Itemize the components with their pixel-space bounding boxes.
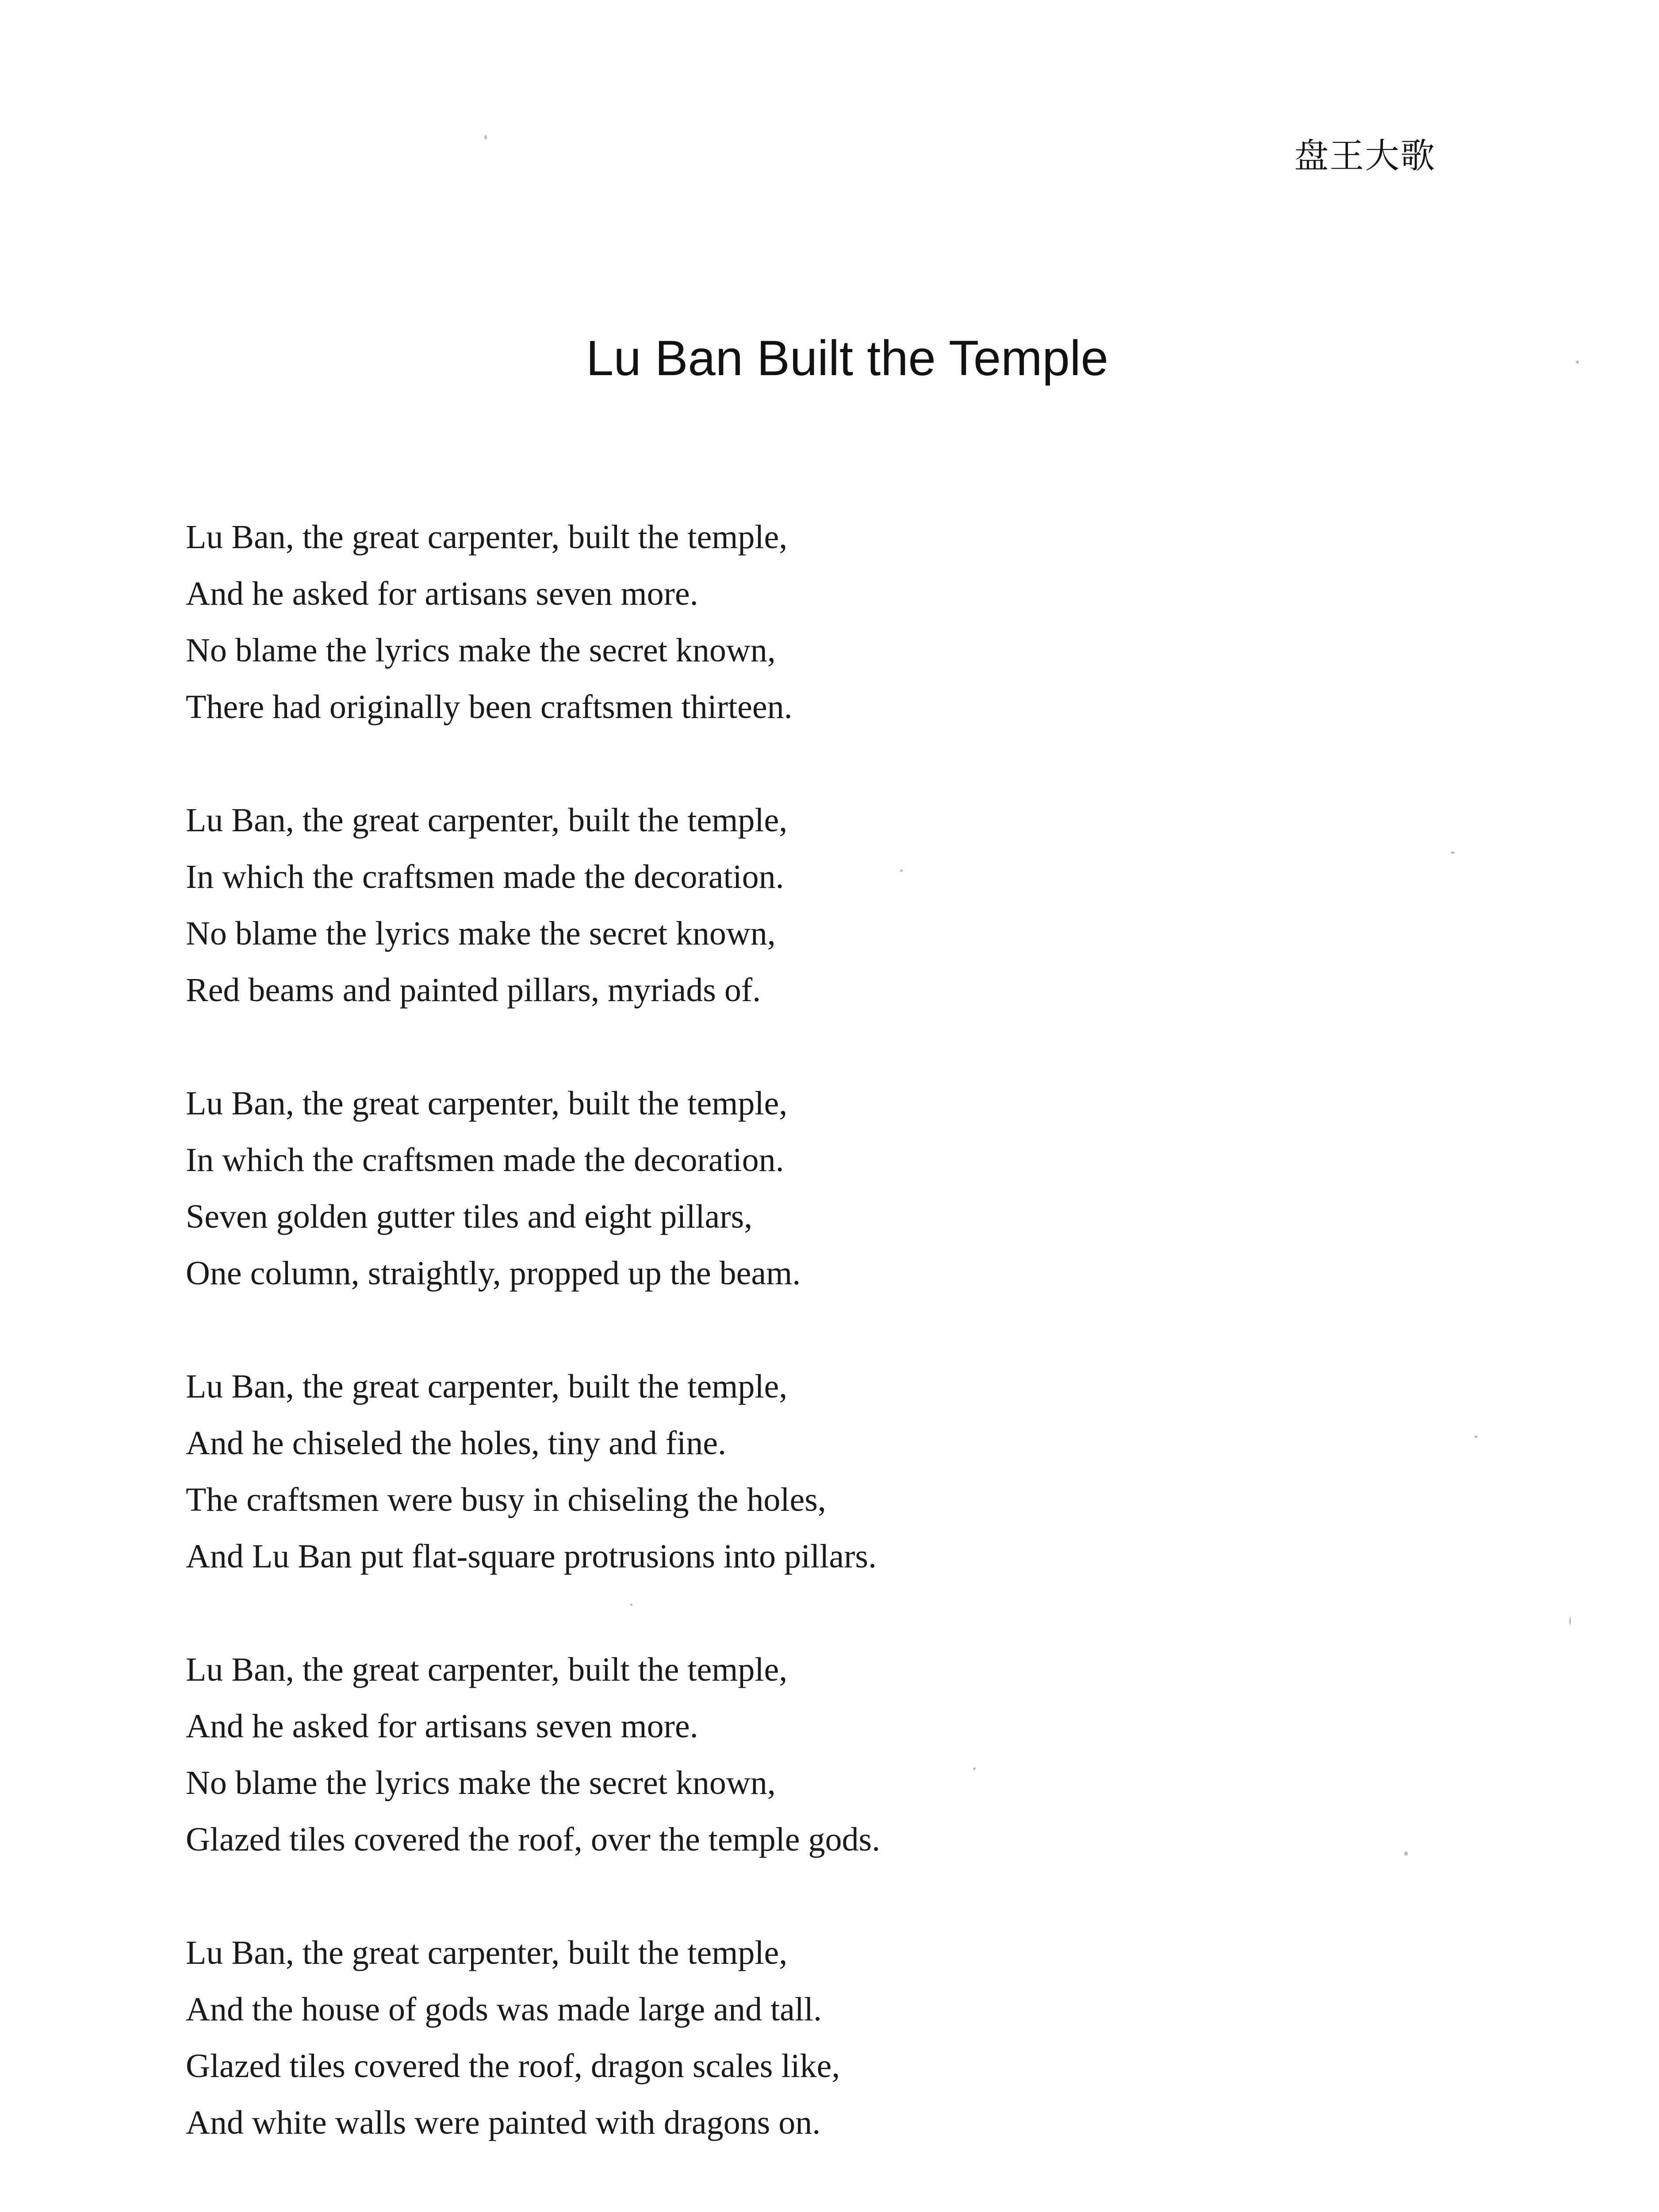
- poem-line: There had originally been craftsmen thirteen.: [186, 688, 793, 726]
- scan-speck: [900, 869, 903, 872]
- scan-speck: [1569, 1617, 1571, 1625]
- poem-line: The craftsmen were busy in chiseling the holes,: [186, 1481, 826, 1518]
- poem-line: Lu Ban, the great carpenter, built the temple,: [186, 1085, 788, 1122]
- poem-line: Lu Ban, the great carpenter, built the temple,: [186, 802, 788, 839]
- poem-line: In which the craftsmen made the decoration.: [186, 1141, 784, 1179]
- poem-line: No blame the lyrics make the secret known,: [186, 632, 776, 669]
- stanza-3: [186, 1075, 1247, 1302]
- page-title: Lu Ban Built the Temple: [586, 330, 1108, 386]
- poem-line: And he asked for artisans seven more.: [186, 1708, 698, 1745]
- poem-line: Seven golden gutter tiles and eight pillars,: [186, 1198, 753, 1235]
- scan-speck: [1404, 1851, 1408, 1856]
- poem-line: Lu Ban, the great carpenter, built the temple,: [186, 1368, 788, 1405]
- scan-speck: [1576, 361, 1579, 364]
- poem-line: No blame the lyrics make the secret known,: [186, 915, 776, 952]
- poem-line: Lu Ban, the great carpenter, built the temple,: [186, 518, 788, 556]
- stanza-1: [186, 509, 1247, 735]
- poem-line: No blame the lyrics make the secret known,: [186, 1764, 776, 1801]
- poem-line: Glazed tiles covered the roof, dragon scales like,: [186, 2047, 840, 2085]
- poem-line: Lu Ban, the great carpenter, built the temple,: [186, 1934, 788, 1971]
- running-header: 盘王大歌: [1294, 136, 1436, 176]
- poem-line: One column, straightly, propped up the beam.: [186, 1255, 801, 1292]
- poem-line: Glazed tiles covered the roof, over the temple gods.: [186, 1821, 881, 1858]
- poem-line: And Lu Ban put flat-square protrusions into pillars.: [186, 1538, 877, 1575]
- poem-line: In which the craftsmen made the decoration.: [186, 858, 784, 895]
- poem-line: And he asked for artisans seven more.: [186, 575, 698, 612]
- poem-line: Lu Ban, the great carpenter, built the temple,: [186, 1651, 788, 1688]
- scan-speck: [630, 1604, 632, 1606]
- scan-speck: [973, 1767, 976, 1770]
- poem-line: And the house of gods was made large and tall.: [186, 1991, 822, 2028]
- scan-speck: [484, 135, 487, 139]
- stanza-6: [186, 1924, 1247, 2151]
- scan-speck: [1474, 1436, 1478, 1438]
- stanza-4: [186, 1358, 1247, 1585]
- poem-body: [186, 509, 1247, 2208]
- scan-speck: [1451, 852, 1455, 854]
- poem-line: And he chiseled the holes, tiny and fine.: [186, 1425, 727, 1462]
- stanza-2: [186, 792, 1247, 1018]
- poem-line: And white walls were painted with dragons on.: [186, 2104, 821, 2141]
- stanza-5: [186, 1641, 1247, 1868]
- poem-line: Red beams and painted pillars, myriads of.: [186, 972, 761, 1009]
